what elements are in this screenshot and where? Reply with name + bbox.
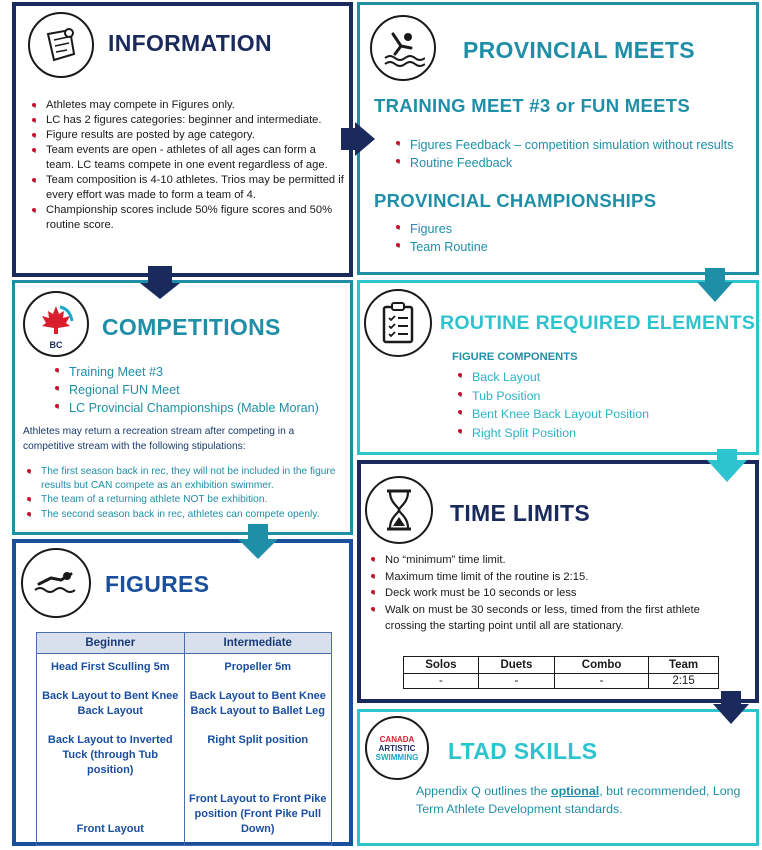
arrow-down-head <box>697 282 733 302</box>
competitions-panel <box>12 280 353 535</box>
championships-heading: PROVINCIAL CHAMPIONSHIPS <box>374 190 657 211</box>
table-header: Combo <box>555 657 649 674</box>
table-header: Beginner <box>37 633 185 654</box>
table-cell: Back Layout to Bent Knee Back Layout to Ballet Leg <box>184 683 332 727</box>
table-cell: Propeller 5m <box>184 654 332 684</box>
arrow-down-head <box>713 704 749 724</box>
championships-list <box>394 220 694 256</box>
information-list <box>30 98 346 233</box>
logo-text: ARTISTIC <box>378 743 416 753</box>
swimmer-icon <box>370 15 436 81</box>
list-item: Routine Feedback <box>394 154 754 172</box>
optional-link[interactable]: optional <box>551 784 600 798</box>
swimmer-freestyle-icon <box>21 548 91 618</box>
competitions-paragraph: Athletes may return a recreation stream after competing in a competitive stream with the following stipulations: <box>23 426 295 452</box>
list-item: Team Routine <box>394 238 694 256</box>
table-header: Team <box>649 657 719 674</box>
list-item: Back Layout <box>456 368 746 387</box>
table-cell: Right Split position <box>184 727 332 786</box>
table-row <box>37 727 332 786</box>
figure-components-heading: FIGURE COMPONENTS <box>452 351 578 363</box>
figures-panel <box>12 539 353 846</box>
table-row <box>37 786 332 846</box>
arrow-down-head <box>707 460 747 482</box>
bc-logo-text: BC <box>49 340 63 350</box>
time-limits-title: TIME LIMITS <box>450 500 591 526</box>
arrow-down-head <box>140 283 180 299</box>
list-item: LC Provincial Championships (Mable Moran) <box>53 399 353 417</box>
notes-icon <box>28 12 94 78</box>
list-item: Bent Knee Back Layout Position <box>456 405 746 424</box>
arrow-right-head <box>355 122 375 156</box>
list-item: Right Split Position <box>456 424 746 443</box>
ltad-panel <box>357 709 759 846</box>
arrow-down-icon <box>248 524 268 540</box>
arrow-right-icon <box>341 128 355 150</box>
competitions-list <box>53 363 353 417</box>
information-title: INFORMATION <box>108 30 272 56</box>
table-cell: - <box>404 674 479 689</box>
routine-panel <box>357 280 759 455</box>
training-meet-heading: TRAINING MEET #3 or FUN MEETS <box>374 95 691 116</box>
list-item: Figures <box>394 220 694 238</box>
list-item: Athletes may compete in Figures only. <box>30 98 346 113</box>
list-item: The second season back in rec, athletes can compete openly. <box>25 508 347 522</box>
list-item: Training Meet #3 <box>53 363 353 381</box>
table-cell: Back Layout to Bent Knee Back Layout <box>37 683 185 727</box>
provincial-meets-title: PROVINCIAL MEETS <box>463 37 695 63</box>
table-cell: Head First Sculling 5m <box>37 654 185 684</box>
list-item: The first season back in rec, they will not be included in the figure results but CAN compete as an exhibition swimmer. <box>25 465 347 493</box>
list-item: Championship scores include 50% figure scores and 50% routine score. <box>30 203 346 233</box>
table-cell: Front Layout <box>37 786 185 846</box>
time-limits-list <box>369 552 744 635</box>
ltad-title: LTAD SKILLS <box>448 738 598 764</box>
list-item: Walk on must be 30 seconds or less, timed from the first athlete crossing the starting point until all are stationary. <box>369 602 744 635</box>
logo-text: CANADA <box>379 734 415 744</box>
stipulations-list <box>25 465 347 522</box>
list-item: Figure results are posted by age category. <box>30 128 346 143</box>
table-cell: - <box>555 674 649 689</box>
list-item: No “minimum” time limit. <box>369 552 744 569</box>
information-panel <box>12 2 353 277</box>
table-cell: - <box>478 674 554 689</box>
routine-list <box>456 368 746 442</box>
table-cell: Front Layout to Front Pike position (Front Pike Pull Down) <box>184 786 332 846</box>
competitions-title: COMPETITIONS <box>102 314 281 340</box>
list-item: Figures Feedback – competition simulation without results <box>394 136 754 154</box>
ltad-description: Appendix Q outlines the optional, but recommended, Long Term Athlete Development standards. <box>416 784 741 816</box>
list-item: Deck work must be 10 seconds or less <box>369 585 744 602</box>
routine-title: ROUTINE REQUIRED ELEMENTS <box>440 312 756 334</box>
figures-title: FIGURES <box>105 571 210 597</box>
table-header: Solos <box>404 657 479 674</box>
bc-logo <box>23 291 89 357</box>
provincial-meets-panel <box>357 2 759 275</box>
time-limits-table <box>403 656 719 689</box>
table-cell: 2:15 <box>649 674 719 689</box>
table-cell: Back Layout to Inverted Tuck (through Tub position) <box>37 727 185 786</box>
canada-artistic-swimming-logo <box>365 716 429 780</box>
training-list <box>394 136 754 172</box>
arrow-down-icon <box>721 691 741 705</box>
list-item: LC has 2 figures categories: beginner and intermediate. <box>30 113 346 128</box>
arrow-down-head <box>238 539 278 559</box>
time-limits-panel <box>357 460 759 703</box>
table-row <box>37 683 332 727</box>
table-header: Duets <box>478 657 554 674</box>
list-item: The team of a returning athlete NOT be exhibition. <box>25 493 347 507</box>
table-row <box>404 674 719 689</box>
logo-text: SWIMMING <box>375 752 419 762</box>
table-header: Intermediate <box>184 633 332 654</box>
arrow-down-icon <box>705 268 725 282</box>
figures-table <box>36 632 332 846</box>
hourglass-icon <box>365 476 433 544</box>
list-item: Team events are open - athletes of all ages can form a team. LC teams compete in one event regardless of age. <box>30 143 346 173</box>
checklist-icon <box>364 289 432 357</box>
list-item: Tub Position <box>456 387 746 406</box>
list-item: Team composition is 4-10 athletes. Trios may be permitted if every effort was made to form a team of 4. <box>30 173 346 203</box>
list-item: Maximum time limit of the routine is 2:15. <box>369 569 744 586</box>
arrow-down-icon <box>148 266 172 284</box>
list-item: Regional FUN Meet <box>53 381 353 399</box>
table-row <box>37 654 332 684</box>
